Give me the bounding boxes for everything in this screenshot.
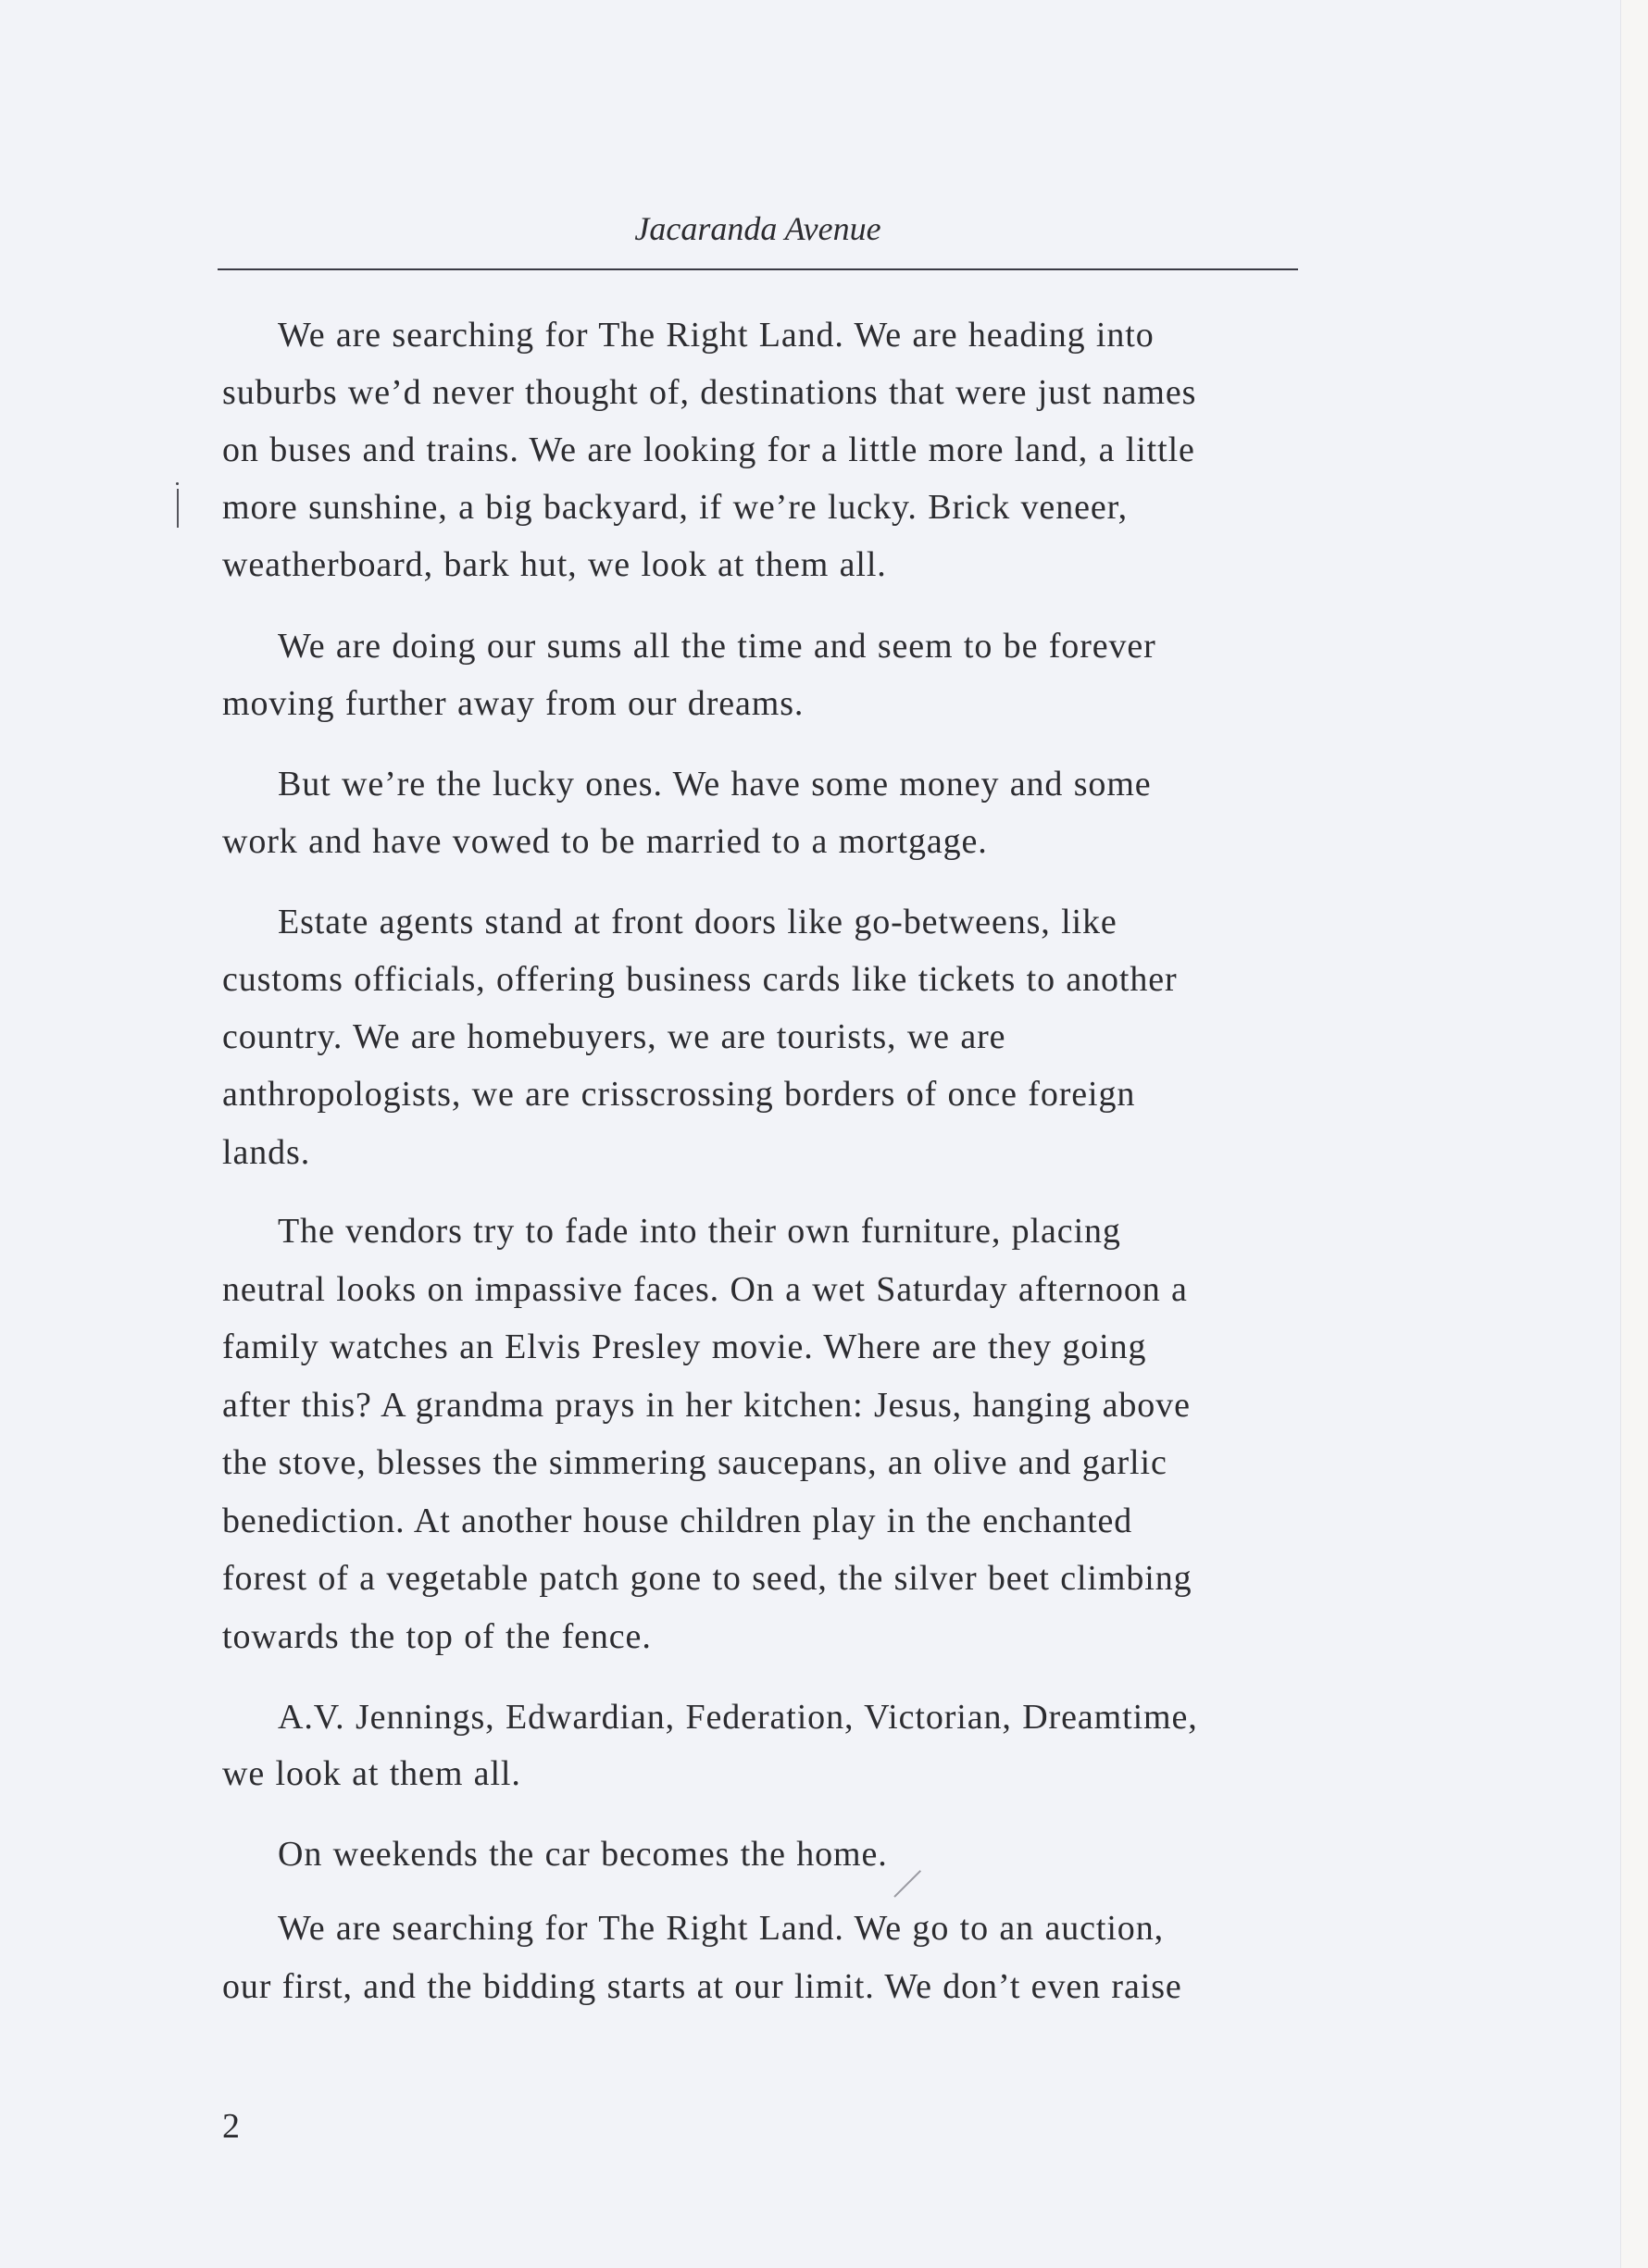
header-rule (218, 268, 1298, 270)
text-line: forest of a vegetable patch gone to seed, the silver beet climbing (222, 1559, 1192, 1598)
pencil-margin-mark (177, 489, 179, 528)
text-line: A.V. Jennings, Edwardian, Federation, Victorian, Dreamtime, (278, 1698, 1198, 1737)
running-head: Jacaranda Avenue (634, 210, 881, 247)
text-line: on buses and trains. We are looking for a little more land, a little (222, 430, 1195, 469)
text-line: suburbs we’d never thought of, destinations that were just names (222, 373, 1197, 412)
text-line: neutral looks on impassive faces. On a wet Saturday afternoon a (222, 1270, 1188, 1309)
pencil-mark-dot (176, 482, 179, 485)
text-line: anthropologists, we are crisscrossing borders of once foreign (222, 1075, 1136, 1114)
text-line: we look at them all. (222, 1754, 521, 1793)
text-line: moving further away from our dreams. (222, 684, 805, 723)
text-line: work and have vowed to be married to a mortgage. (222, 822, 988, 861)
text-line: We are doing our sums all the time and seem to be forever (278, 627, 1156, 666)
text-line: country. We are homebuyers, we are tourists, we are (222, 1017, 1006, 1056)
text-line: the stove, blesses the simmering saucepans, an olive and garlic (222, 1443, 1167, 1482)
text-line: Estate agents stand at front doors like go-betweens, like (278, 903, 1117, 941)
text-line: after this? A grandma prays in her kitchen: Jesus, hanging above (222, 1386, 1191, 1425)
page-number: 2 (222, 2107, 240, 2146)
text-line: But we’re the lucky ones. We have some money and some (278, 765, 1152, 804)
text-line: towards the top of the fence. (222, 1617, 652, 1656)
text-line: family watches an Elvis Presley movie. Where are they going (222, 1327, 1147, 1366)
pencil-stray-stroke (893, 1870, 920, 1897)
text-line: We are searching for The Right Land. We go to an auction, (278, 1909, 1164, 1948)
text-line: lands. (222, 1133, 311, 1172)
text-line: weatherboard, bark hut, we look at them all. (222, 545, 887, 584)
text-line: On weekends the car becomes the home. (278, 1835, 888, 1874)
text-line: The vendors try to fade into their own furniture, placing (278, 1212, 1121, 1251)
text-line: benediction. At another house children play in the enchanted (222, 1502, 1133, 1540)
text-line: more sunshine, a big backyard, if we’re lucky. Brick veneer, (222, 488, 1129, 527)
text-line: customs officials, offering business cards like tickets to another (222, 960, 1178, 999)
text-line: We are searching for The Right Land. We are heading into (278, 316, 1155, 355)
text-line: our first, and the bidding starts at our limit. We don’t even raise (222, 1967, 1182, 2006)
